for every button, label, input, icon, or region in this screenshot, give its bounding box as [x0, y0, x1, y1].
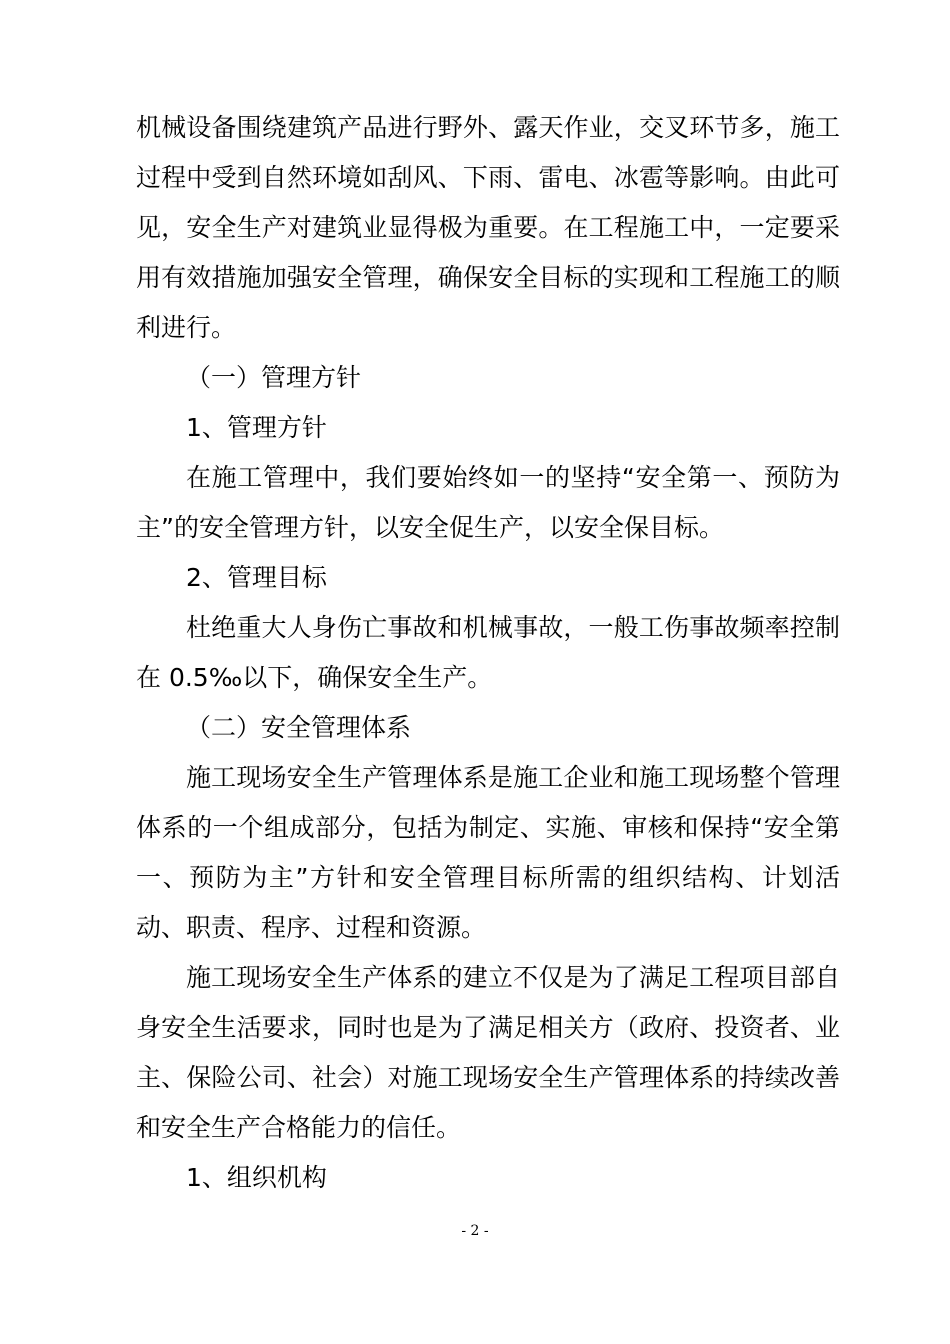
paragraph-system-purpose: 施工现场安全生产体系的建立不仅是为了满足工程项目部自身安全生活要求，同时也是为了满足相关方（政府、投资者、业主、保险公司、社会）对施工现场安全生产管理体系的持续改善和安全生产合格能力的信任。: [136, 963, 840, 1142]
paragraph-intro: 机械设备围绕建筑产品进行野外、露天作业，交叉环节多，施工过程中受到自然环境如刮风、下雨、雷电、冰雹等影响。由此可见，安全生产对建筑业显得极为重要。在工程施工中，一定要采用有效措施加强安全管理，确保安全目标的实现和工程施工的顺利进行。: [136, 113, 840, 342]
page-number: - 2 -: [461, 1223, 489, 1239]
subheading-management-policy: 1、管理方针: [186, 413, 327, 442]
section-heading-management-policy: （一）管理方针: [186, 363, 362, 392]
document-body: [136, 103, 840, 1203]
section-heading-safety-system: （二）安全管理体系: [186, 713, 412, 742]
paragraph-system-definition: 施工现场安全生产管理体系是施工企业和施工现场整个管理体系的一个组成部分，包括为制定、实施、审核和保持“安全第一、预防为主”方针和安全管理目标所需的组织结构、计划活动、职责、程序、过程和资源。: [136, 763, 840, 942]
paragraph-policy: 在施工管理中，我们要始终如一的坚持“安全第一、预防为主”的安全管理方针，以安全促生产，以安全保目标。: [136, 463, 840, 542]
subheading-management-goal: 2、管理目标: [186, 563, 327, 592]
subheading-organization: 1、组织机构: [186, 1163, 327, 1192]
paragraph-goal: 杜绝重大人身伤亡事故和机械事故，一般工伤事故频率控制在 0.5‰以下，确保安全生产。: [136, 613, 840, 692]
